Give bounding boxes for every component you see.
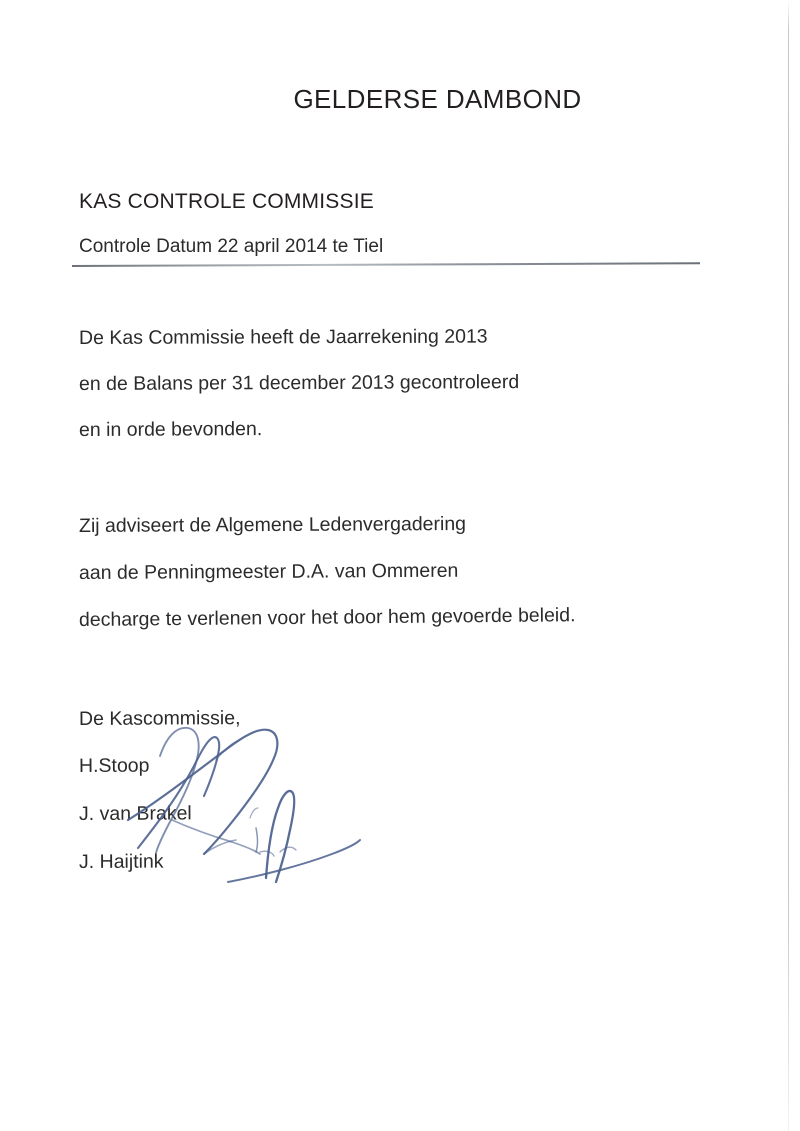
paragraph-line: Zij adviseert de Algemene Ledenvergadering [78,512,467,537]
page-title: GELDERSE DAMBOND [293,84,582,114]
section-heading: KAS CONTROLE COMMISSIE [79,190,374,213]
paragraph-line: De Kas Commissie heeft de Jaarrekening 2013 [78,325,488,349]
horizontal-divider [72,262,700,267]
scan-edge-line [788,0,789,1131]
signature-closing: De Kascommissie, [78,707,241,730]
paragraph-line: en in orde bevonden. [78,418,263,441]
paragraph-line: decharge te verlenen voor het door hem gevoerde beleid. [78,604,576,631]
signatory-name: J. Haijtink [78,850,164,873]
control-date: Controle Datum 22 april 2014 te Tiel [79,236,384,257]
signatory-name: H.Stoop [78,754,150,777]
signatory-name: J. van Brakel [78,802,192,825]
paragraph-line: en de Balans per 31 december 2013 gecontroleerd [78,371,520,395]
paragraph-line: aan de Penningmeester D.A. van Ommeren [78,559,459,584]
